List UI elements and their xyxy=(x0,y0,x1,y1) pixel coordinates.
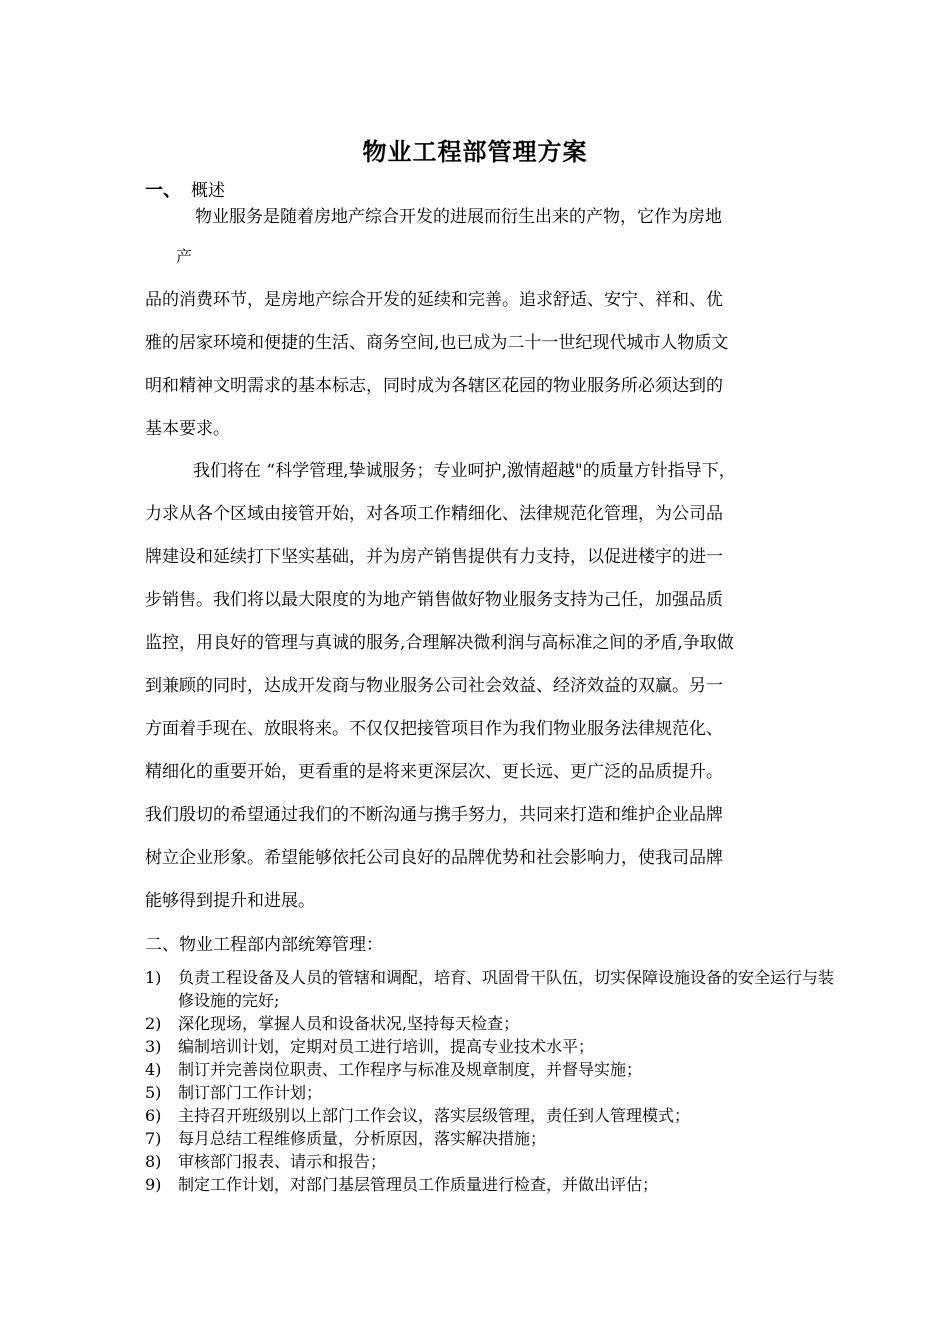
para1-line: 物业服务是随着房地产综合开发的进展而衍生出来的产物，它作为房地 xyxy=(195,207,722,227)
list-item-text: 编制培训计划，定期对员工进行培训，提高专业技术水平； xyxy=(178,1037,595,1056)
para1-line: 基本要求。 xyxy=(145,419,230,439)
list-item-text: 审核部门报表、请示和报告； xyxy=(178,1152,387,1171)
para2-line: 我们殷切的希望通过我们的不断沟通与携手努力，共同来打造和维护企业品牌 xyxy=(145,805,723,825)
list-item-number: 9) xyxy=(145,1175,162,1194)
duties-list xyxy=(145,966,845,1196)
list-item xyxy=(145,1127,845,1150)
para2-line: 方面着手现在、放眼将来。不仅仅把接管项目作为我们物业服务法律规范化、 xyxy=(145,719,723,739)
para2-line: 精细化的重要开始，更看重的是将来更深层次、更长远、更广泛的品质提升。 xyxy=(145,762,723,782)
list-item xyxy=(145,1058,845,1081)
para1-line: 品的消费环节，是房地产综合开发的延续和完善。追求舒适、安宁、祥和、优 xyxy=(145,290,723,310)
list-item xyxy=(145,1081,845,1104)
section-2-heading: 二、物业工程部内部统筹管理： xyxy=(145,935,383,955)
para2-line: 步销售。我们将以最大限度的为地产销售做好物业服务支持为己任，加强品质 xyxy=(145,590,723,610)
list-item-number: 6) xyxy=(145,1106,162,1125)
para2-line: 力求从各个区域由接管开始，对各项工作精细化、法律规范化管理，为公司品 xyxy=(145,504,723,524)
para2-line: 牌建设和延续打下坚实基础，并为房产销售提供有力支持，以促进楼宇的进一 xyxy=(145,547,723,567)
list-item xyxy=(145,1104,845,1127)
section-1-heading xyxy=(145,176,225,202)
para2-line: 到兼顾的同时，达成开发商与物业服务公司社会效益、经济效益的双赢。另一 xyxy=(145,676,723,696)
list-item xyxy=(145,1150,845,1173)
list-item-number: 4) xyxy=(145,1060,162,1079)
list-item-text: 每月总结工程维修质量，分析原因，落实解决措施； xyxy=(178,1129,547,1148)
para1-line: 明和精神文明需求的基本标志，同时成为各辖区花园的物业服务所必须达到的 xyxy=(145,376,723,396)
para2-line: 监控，用良好的管理与真诚的服务,合理解决微利润与高标准之间的矛盾,争取做 xyxy=(145,633,734,653)
list-item xyxy=(145,1012,845,1035)
list-item xyxy=(145,1173,845,1196)
para2-line: 树立企业形象。希望能够依托公司良好的品牌优势和社会影响力，使我司品牌 xyxy=(145,848,723,868)
list-item-text: 主持召开班级别以上部门工作会议，落实层级管理，责任到人管理模式； xyxy=(178,1106,691,1125)
para2-line: 能够得到提升和进展。 xyxy=(145,891,315,911)
list-item-number: 8) xyxy=(145,1152,162,1171)
section-1-title: 概述 xyxy=(191,181,225,201)
para1-line: 产 xyxy=(176,247,193,266)
list-item-number: 5) xyxy=(145,1083,162,1102)
section-1-number: 一、 xyxy=(145,180,181,201)
para1-line: 雅的居家环境和便捷的生活、商务空间,也已成为二十一世纪现代城市人物质文 xyxy=(145,333,729,353)
list-item-number: 1) xyxy=(145,968,162,987)
list-item-number: 7) xyxy=(145,1129,162,1148)
document-title: 物业工程部管理方案 xyxy=(362,137,588,166)
list-item-text: 制订并完善岗位职责、工作程序与标准及规章制度，并督导实施； xyxy=(178,1060,643,1079)
list-item-number: 2) xyxy=(145,1014,162,1033)
para2-line: 我们将在 “科学管理,挚诚服务；专业呵护,激情超越"的质量方针指导下， xyxy=(193,461,736,481)
list-item xyxy=(145,1035,845,1058)
list-item-text: 负责工程设备及人员的管辖和调配，培育、巩固骨干队伍，切实保障设施设备的安全运行与装修设施的完好; xyxy=(178,968,835,1010)
list-item-text: 制订部门工作计划； xyxy=(178,1083,323,1102)
list-item-number: 3) xyxy=(145,1037,162,1056)
list-item xyxy=(145,966,845,1012)
list-item-text: 深化现场，掌握人员和设备状况,坚持每天检查； xyxy=(178,1014,520,1033)
list-item-text: 制定工作计划，对部门基层管理员工作质量进行检查，并做出评估； xyxy=(178,1175,659,1194)
